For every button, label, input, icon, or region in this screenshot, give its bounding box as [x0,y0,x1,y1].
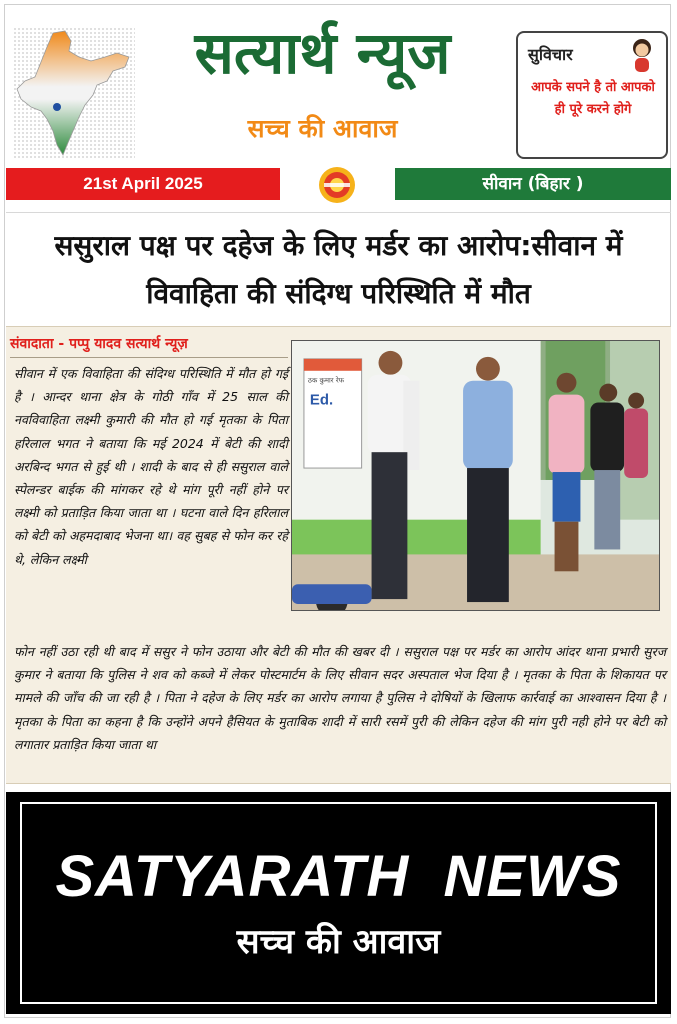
date-label: 21st April 2025 [6,168,280,200]
footer-frame [20,802,657,1004]
thought-of-the-day-box [516,31,668,159]
india-map-logo [13,27,135,159]
byline-rule [10,357,288,358]
masthead-tagline: सच्च की आवाज [247,114,398,143]
chakra-dot [53,103,61,111]
article-headline: ससुराल पक्ष पर दहेज के लिए मर्डर का आरोप:सीवान में विवाहिता की संदिग्ध परिस्थिति में मौत [54,229,623,310]
thought-text: आपके सपने है तो आपको ही पूरे करने होगे [531,80,655,117]
woman-avatar-icon [626,36,658,74]
article-body-column: सीवान में एक विवाहिता की संदिग्ध परिस्थिति में मौत हो गई है । आन्दर थाना क्षेत्र के गोठी गाँव में 25 साल की नवविवाहिता लक्ष्मी कुमारी की मौत हो गई मृतका के पिता हरिलाल भगत ने बताया कि मई 2024 में बेटी की शादी अरबिन्द भगत से हुई थी । शादी के बाद से ही ससुराल वाले स्पेलन्डर बाईक की मांगकर रहे थे मांग पूरी नहीं होने पर लक्ष्मी को प्रताड़ित किया जाता था । घटना वाले दिन हरिलाल को बेटी को अहमदाबाद भेजना था। वह सुबह से फोन कर रहे थे, लेकिन लक्ष्मी [14,366,288,567]
thought-title: सुविचार [528,45,573,64]
footer-tagline: सच्च की आवाज [236,922,441,962]
poster-text: Ed. [309,392,334,409]
location-label: सीवान (बिहार ) [395,168,671,200]
poster-heading: ठक कुमार रेफ [307,376,345,385]
satyarath-seal-icon [318,166,356,204]
article-body-full: फोन नहीं उठा रही थी बाद में ससुर ने फोन उठाया और बेटी की मौत की खबर दी । ससुराल पक्ष पर मर्डर का आरोप आंदर थाना प्रभारी सुरज कुमार ने बताया कि पुलिस ने शव को कब्जे में लेकर पोस्टमार्टम के लिए सीवान सदर अस्पताल भेज दिया है । मृतका के पिता के शिकायत पर मामले की जाँच की जा रही है । पिता ने दहेज के लिए मर्डर का आरोप लगाया है पुलिस ने दोषियों के खिलाफ कार्रवाई का आश्वासन दिया है । मृतका के पिता का कहना है कि उन्होंने अपने हैसियत के मुताबिक शादी में सारी रसमें पुरी की लेकिन दहेज की मांग पुरी नही होने पर बेटी को लगातार प्रताड़ित किया जाता था [14,644,666,752]
footer-banner [6,792,671,1014]
divider [6,212,671,213]
reporter-byline: संवादाता - पप्पु यादव सत्यार्थ न्यूज़ [10,336,188,352]
footer-brand-title: SATYARATH NEWS [55,844,622,909]
masthead-title: सत्यार्थ न्यूज [194,19,451,87]
wall-poster [304,359,362,468]
news-photo [291,340,660,611]
